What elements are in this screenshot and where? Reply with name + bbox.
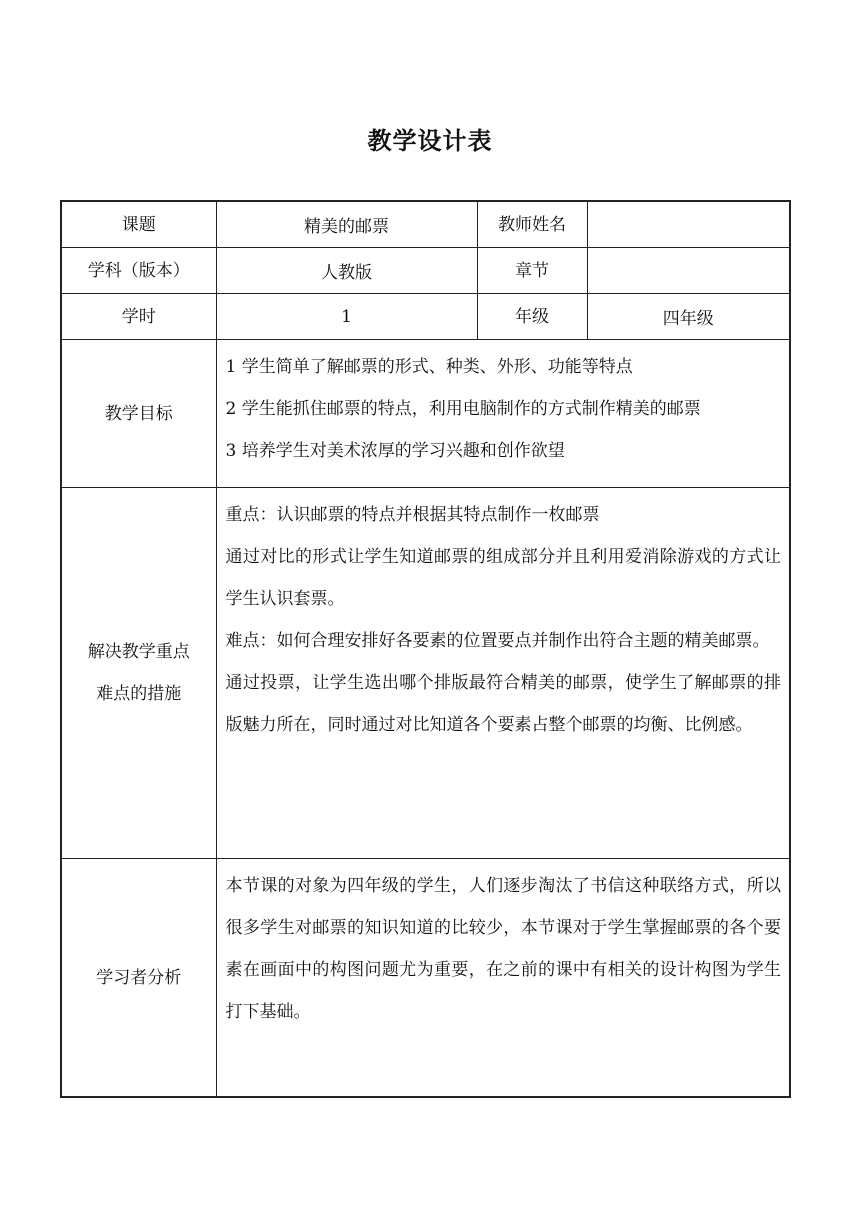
goal-item: 1 学生简单了解邮票的形式、种类、外形、功能等特点 xyxy=(225,357,633,377)
label-measures-line2: 难点的措施 xyxy=(96,684,182,704)
value-class-hours: 1 xyxy=(216,294,477,340)
measures-paragraph: 重点：认识邮票的特点并根据其特点制作一枚邮票 xyxy=(225,505,600,525)
table-row-measures xyxy=(61,488,790,859)
label-grade: 年级 xyxy=(477,294,587,340)
table-row-subject xyxy=(61,248,790,294)
goal-item: 3 培养学生对美术浓厚的学习兴趣和创作欲望 xyxy=(225,441,565,461)
label-teacher-name: 教师姓名 xyxy=(477,201,587,248)
teaching-goals-content xyxy=(216,340,790,488)
table-row-hours xyxy=(61,294,790,340)
label-class-hours: 学时 xyxy=(61,294,216,340)
value-topic: 精美的邮票 xyxy=(216,201,477,248)
value-teacher-name xyxy=(587,201,790,248)
value-grade: 四年级 xyxy=(587,294,790,340)
measures-paragraph: 难点：如何合理安排好各要素的位置要点并制作出符合主题的精美邮票。 xyxy=(225,631,770,651)
measures-paragraph: 通过对比的形式让学生知道邮票的组成部分并且利用爱消除游戏的方式让学生认识套票。 xyxy=(225,547,781,609)
table-row-topic xyxy=(61,201,790,248)
learner-analysis-content xyxy=(216,859,790,1098)
lesson-design-table xyxy=(60,200,791,1098)
table-row-goals xyxy=(61,340,790,488)
measures-content xyxy=(216,488,790,859)
label-key-difficulty-measures xyxy=(61,488,216,859)
label-learner-analysis: 学习者分析 xyxy=(61,859,216,1098)
label-subject: 学科（版本） xyxy=(61,248,216,294)
label-chapter: 章节 xyxy=(477,248,587,294)
label-measures-line1: 解决教学重点 xyxy=(87,642,190,662)
value-chapter xyxy=(587,248,790,294)
table-row-learner xyxy=(61,859,790,1098)
label-teaching-goals: 教学目标 xyxy=(61,340,216,488)
learner-paragraph: 本节课的对象为四年级的学生，人们逐步淘汰了书信这种联络方式，所以很多学生对邮票的知识知道的比较少，本节课对于学生掌握邮票的各个要素在画面中的构图问题尤为重要，在之前的课中有相关的设计构图为学生打下基础。 xyxy=(225,876,781,1022)
document-title: 教学设计表 xyxy=(367,127,493,155)
measures-paragraph: 通过投票，让学生选出哪个排版最符合精美的邮票，使学生了解邮票的排版魅力所在，同时通过对比知道各个要素占整个邮票的均衡、比例感。 xyxy=(225,673,781,735)
value-subject: 人教版 xyxy=(216,248,477,294)
goal-item: 2 学生能抓住邮票的特点，利用电脑制作的方式制作精美的邮票 xyxy=(225,399,701,419)
label-topic: 课题 xyxy=(61,201,216,248)
